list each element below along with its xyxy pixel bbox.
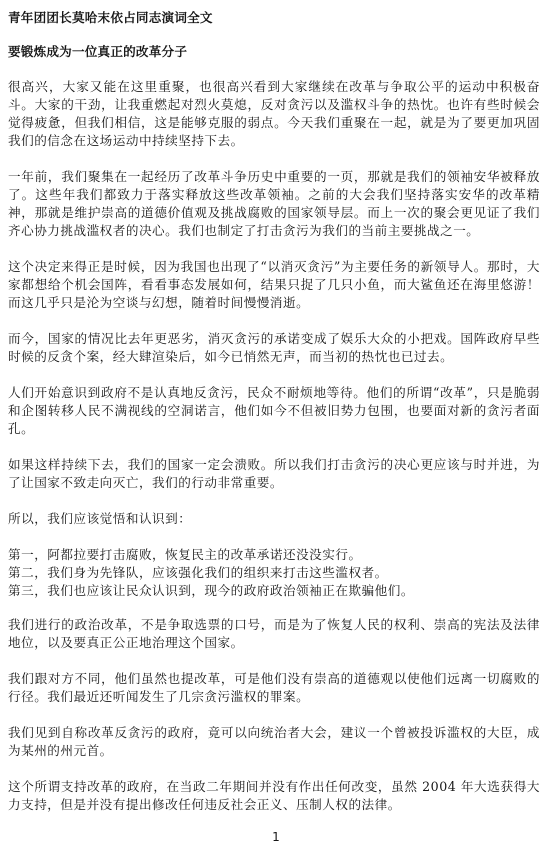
paragraph: 我们进行的政治改革，不是争取选票的口号，而是为了恢复人民的权利、崇高的宪法及法律地位，以及要真正公正地治理这个国家。 <box>8 617 540 650</box>
paragraph: 如果这样持续下去，我们的国家一定会溃败。所以我们打击贪污的决心更应该与时并进，为了让国家不致走向灭亡，我们的行动非常重要。 <box>8 457 540 490</box>
point-item: 第一，阿都拉要打击腐败，恢复民主的改革承诺还没没实行。 <box>8 547 362 562</box>
point-item: 第三，我们也应该让民众认识到，现今的政府政治领袖正在欺骗他们。 <box>8 583 414 598</box>
point-item: 第二，我们身为先锋队，应该强化我们的组织来打击这些滥权者。 <box>8 565 388 580</box>
paragraph: 所以，我们应该觉悟和认识到： <box>8 511 192 526</box>
paragraph: 一年前，我们聚集在一起经历了改革斗争历史中重要的一页，那就是我们的领袖安华被释放了。这些年我们都致力于落实释放这些改革领袖。之前的大会我们坚持落实安华的改革精神，那就是维护崇高的道德价值观及挑战腐败的国家领导层。而上一次的聚会更见证了我们齐心协力挑战滥权者的决心。我们也制定了打击贪污为我们的当前主要挑战之一。 <box>8 169 540 238</box>
page-number: 1 <box>272 830 280 844</box>
paragraph: 很高兴，大家又能在这里重聚，也很高兴看到大家继续在改革与争取公平的运动中积极奋斗。大家的干劲，让我重燃起对烈火莫熄，反对贪污以及滥权斗争的热忱。也许有些时候会觉得疲惫，但我们相信，这是能够克服的弱点。今天我们重聚在一起，就是为了要更加巩固我们的信念在这场运动中持续坚持下去。 <box>8 79 540 148</box>
document-title: 青年团团长莫哈末依占同志演词全文 <box>8 10 213 25</box>
document-page <box>8 10 540 832</box>
paragraph: 人们开始意识到政府不是认真地反贪污，民众不耐烦地等待。他们的所谓“改革”，只是脆弱和企图转移人民不满视线的空洞诺言，他们如今不但被旧势力包围，也要面对新的贪污者面孔。 <box>8 385 540 436</box>
paragraph: 我们见到自称改革反贪污的政府，竟可以向统治者大会，建议一个曾被投诉滥权的大臣，成为某州的州元首。 <box>8 725 540 758</box>
paragraph: 这个所谓支持改革的政府，在当政二年期间并没有作出任何改变，虽然 2004 年大选获得大力支持，但是并没有提出修改任何违反社会正义、压制人权的法律。 <box>8 779 540 812</box>
paragraph: 我们跟对方不同，他们虽然也提改革，可是他们没有崇高的道德观以使他们远离一切腐败的行径。我们最近还听闻发生了几宗贪污滥权的罪案。 <box>8 671 540 704</box>
paragraph: 这个决定来得正是时候，因为我国也出现了“以消灭贪污”为主要任务的新领导人。那时，大家都想给个机会国阵，看看事态发展如何，结果只捉了几只小鱼，而大鲨鱼还在海里悠游！而这几乎只是沦为空谈与幻想，随着时间慢慢消逝。 <box>8 259 540 310</box>
document-subtitle: 要锻炼成为一位真正的改革分子 <box>8 44 188 59</box>
point-list <box>8 546 540 600</box>
paragraph: 而今，国家的情况比去年更恶劣，消灭贪污的承诺变成了娱乐大众的小把戏。国阵政府早些时候的反贪个案，经大肆渲染后，如今已悄然无声，而当初的热忱也已过去。 <box>8 331 540 364</box>
